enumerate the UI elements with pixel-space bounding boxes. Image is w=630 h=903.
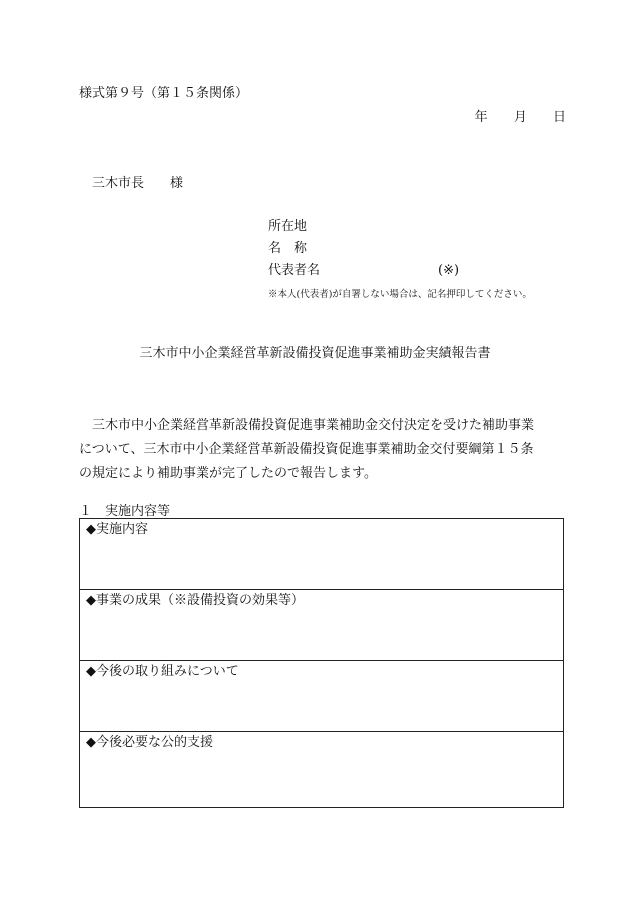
addressee [92, 172, 183, 191]
applicant-block [268, 216, 460, 282]
form-number: 様式第９号（第１５条関係） [79, 86, 249, 101]
cell-future-efforts[interactable] [80, 661, 563, 732]
report-body [79, 414, 579, 486]
date-day: 日 [552, 110, 566, 125]
section-title: 実施内容等 [105, 504, 171, 519]
cell-results[interactable] [80, 590, 563, 661]
date-year: 年 [474, 110, 488, 125]
cell-label: ◆事業の成果（※設備投資の効果等） [86, 593, 304, 608]
representative-row [268, 260, 460, 282]
representative-label: 代表者名 [268, 263, 321, 278]
cell-implementation[interactable] [80, 519, 563, 590]
location-label: 所在地 [268, 219, 308, 234]
addressee-honorific: 様 [170, 176, 184, 191]
date-month: 月 [513, 110, 527, 125]
cell-label: ◆今後必要な公的支援 [86, 735, 213, 750]
document-title: 三木市中小企業経営革新設備投資促進事業補助金実績報告書 [139, 346, 491, 361]
section-number: １ [79, 504, 93, 519]
section-heading [79, 500, 170, 519]
body-line-1: 三木市中小企業経営革新設備投資促進事業補助金交付決定を受けた補助事業 [79, 418, 535, 433]
body-line-3: の規定により補助事業が完了したので報告します。 [79, 466, 377, 481]
signature-note: ※本人(代表者)が自署しない場合は、記名押印してください。 [268, 289, 532, 300]
body-line-2: について、三木市中小企業経営革新設備投資促進事業補助金交付要綱第１５条 [79, 442, 534, 457]
stamp-mark: (※) [438, 263, 460, 278]
cell-label: ◆実施内容 [86, 522, 148, 537]
cell-label: ◆今後の取り組みについて [86, 664, 239, 679]
report-table [79, 518, 564, 808]
name-label: 名 称 [268, 241, 308, 256]
cell-public-support[interactable] [80, 732, 563, 805]
date-line [453, 106, 566, 125]
addressee-name: 三木市長 [92, 176, 145, 191]
